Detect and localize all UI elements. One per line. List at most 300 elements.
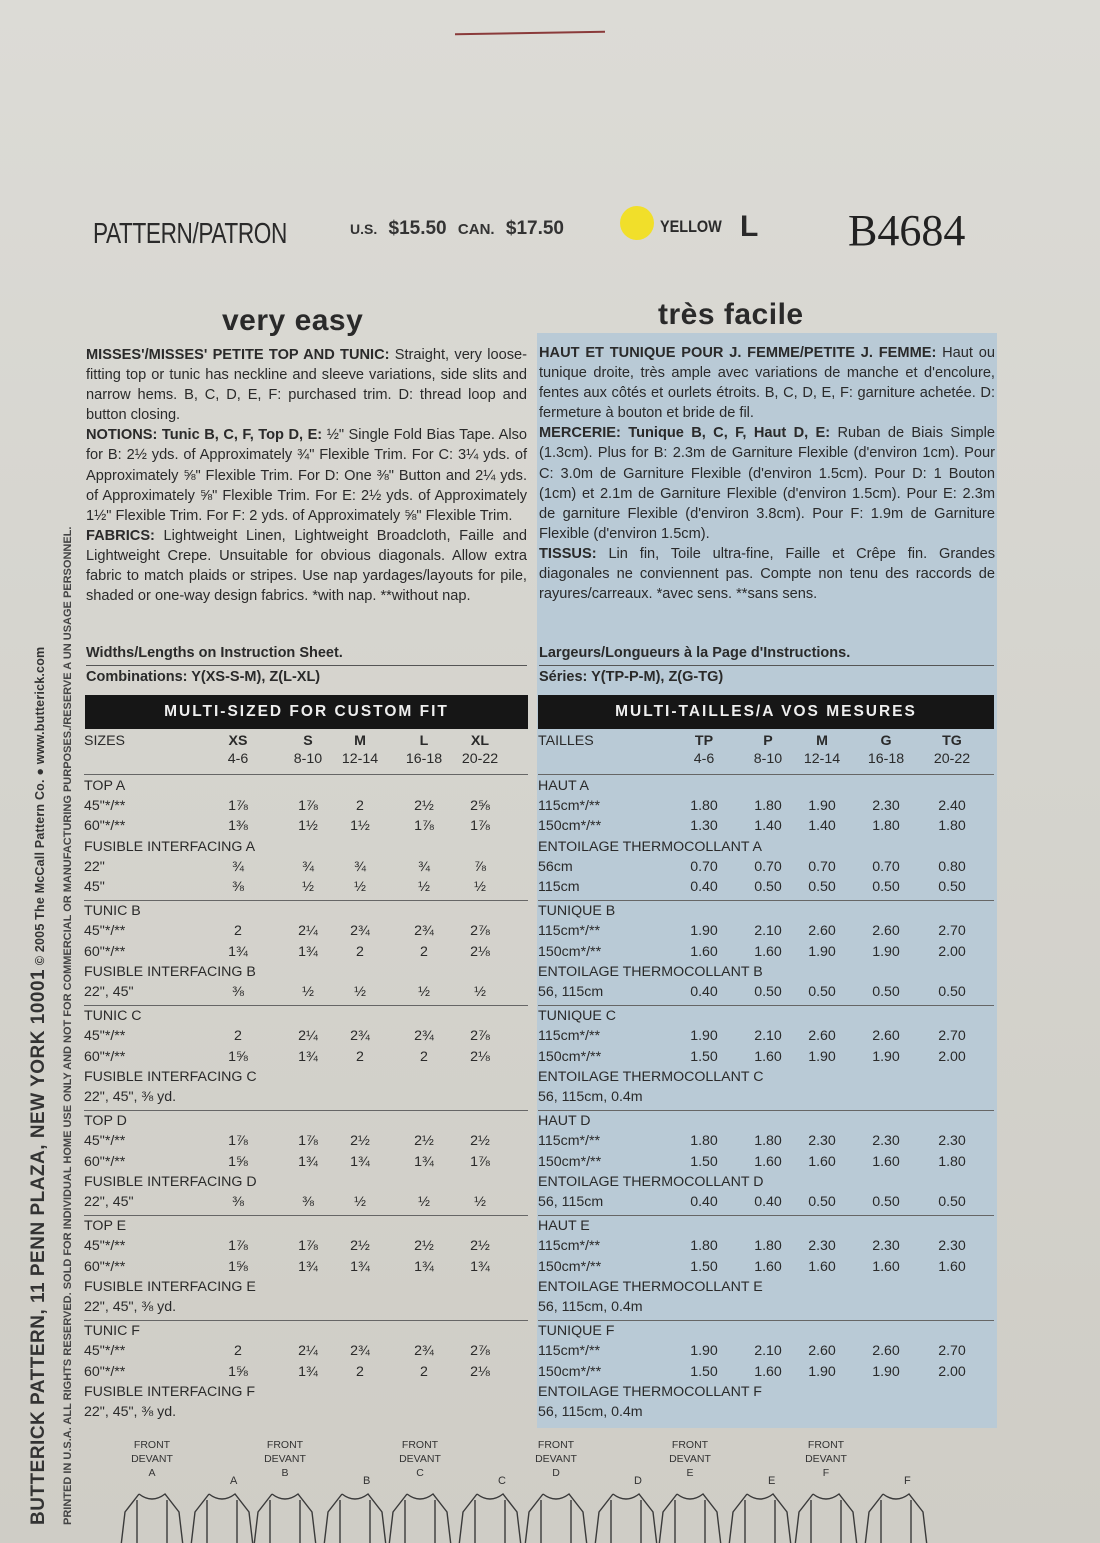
row-label: 22", 45", ⅜ yd. — [84, 1089, 177, 1105]
row-label: ENTOILAGE THERMOCOLLANT D — [538, 1173, 764, 1190]
can-label: CAN. — [457, 221, 495, 238]
size-name: G — [880, 733, 892, 749]
yardage-value: 1.90 — [872, 1363, 900, 1380]
yardage-value: 1¾ — [414, 1153, 434, 1170]
row-label: FUSIBLE INTERFACING C — [84, 1068, 257, 1085]
yardage-value: 0.40 — [754, 1194, 782, 1210]
row-label: 60"*/** — [84, 818, 126, 835]
yardage-value: 1⅞ — [298, 798, 318, 815]
yardage-value: 1.60 — [872, 1153, 900, 1170]
yardage-value: 1.90 — [808, 1363, 836, 1380]
yardage-value: 1.80 — [754, 1133, 782, 1150]
front-label: FRONT — [401, 1439, 439, 1451]
front-label: FRONT — [537, 1439, 575, 1451]
front-garment-icon — [655, 1490, 725, 1543]
yardage-value: 2.30 — [872, 1133, 900, 1150]
row-label: 115cm*/** — [538, 798, 601, 815]
divider — [84, 1005, 528, 1006]
view-letter: C — [416, 1467, 424, 1479]
yardage-value: 1⅝ — [228, 1363, 248, 1380]
publisher-sidebar — [28, 647, 50, 1525]
yardage-value: 2⅞ — [470, 1028, 490, 1045]
front-garment-icon — [117, 1490, 187, 1543]
front-label: FRONT — [807, 1439, 845, 1451]
divider — [84, 1320, 528, 1321]
row-label: ENTOILAGE THERMOCOLLANT A — [538, 838, 762, 855]
yardage-value: 1.80 — [938, 1153, 966, 1170]
yardage-value: 1⅝ — [228, 1048, 248, 1065]
yardage-value: 2.30 — [938, 1133, 966, 1150]
devant-label: DEVANT — [399, 1453, 441, 1465]
row-label: FUSIBLE INTERFACING E — [84, 1278, 256, 1295]
desc-label-en: MISSES'/MISSES' PETITE TOP AND TUNIC: — [86, 347, 390, 363]
yardage-value: ¾ — [302, 858, 314, 875]
yardage-value: ⅜ — [302, 1194, 314, 1210]
notions-text-fr: Ruban de Biais Simple (1.3cm). Plus for B: 2.3m de Garniture Flexible (d'environ 1cm). Pour C: 3.0m de Garniture Flexible (d'environ 1.5cm). Pour D: 1 Bouton (1cm) et 2.1m de Garniture Flexible (d'environ 1.5cm). Pour E: 2.3m de garniture Flexible (d'environ 3.8cm). Pour F: 1.9m de Garniture Flexible (d'environ 1.5cm). — [539, 425, 996, 542]
pattern-number: B4684 — [848, 206, 966, 255]
yardage-value: 1⅝ — [228, 1258, 248, 1275]
back-garment-icon — [320, 1490, 390, 1543]
yardage-value: 2¾ — [414, 1028, 434, 1045]
color-name: YELLOW — [660, 217, 722, 236]
size-range: 16-18 — [405, 751, 443, 767]
row-label: TUNIQUE C — [538, 1008, 617, 1025]
yardage-value: 1.60 — [690, 943, 718, 960]
row-label: 45"*/** — [84, 923, 126, 940]
devant-label: DEVANT — [264, 1453, 306, 1465]
yardage-value: 1.60 — [754, 1153, 782, 1170]
description-fr — [539, 343, 995, 604]
yardage-value: ¾ — [354, 858, 366, 875]
combinations-fr: Séries: Y(TP-P-M), Z(G-TG) — [539, 669, 724, 685]
yardage-value: ¾ — [232, 858, 244, 875]
back-garment-icon — [861, 1490, 931, 1543]
size-letter: L — [740, 210, 759, 243]
row-label: 150cm*/** — [538, 1153, 602, 1170]
view-label — [526, 1438, 586, 1480]
bullet: ● — [33, 764, 47, 776]
yardage-value: 1.80 — [754, 1238, 782, 1255]
desc-label-fr: HAUT ET TUNIQUE POUR J. FEMME/PETITE J. FEMME: — [539, 345, 937, 361]
divider — [86, 665, 527, 666]
size-range: 16-18 — [867, 751, 905, 767]
row-label: 45"*/** — [84, 1238, 126, 1255]
row-label: FUSIBLE INTERFACING B — [84, 963, 256, 980]
size-name: XS — [228, 733, 248, 749]
row-label: 45" — [84, 879, 105, 895]
notions-label-en: NOTIONS: Tunic B, C, F, Top D, E: — [86, 427, 323, 444]
row-label: 150cm*/** — [538, 1258, 602, 1275]
devant-label: DEVANT — [535, 1453, 577, 1465]
yardage-value: 2 — [234, 1028, 242, 1045]
row-label: 45"*/** — [84, 1028, 126, 1045]
yardage-value: 2.60 — [872, 1343, 900, 1360]
yardage-value: 0.40 — [690, 984, 718, 1000]
size-range: 20-22 — [461, 751, 499, 767]
row-label: 56, 115cm — [538, 984, 604, 1000]
yardage-value: 2½ — [350, 1238, 370, 1255]
yardage-value: ½ — [302, 879, 314, 895]
yardage-value: 0.50 — [872, 1194, 900, 1210]
row-label: ENTOILAGE THERMOCOLLANT F — [538, 1383, 762, 1400]
yardage-value: 1.50 — [690, 1363, 718, 1380]
yardage-value: 2⅞ — [470, 1343, 490, 1360]
yardage-value: 2.70 — [938, 1343, 966, 1360]
yardage-value: 2.00 — [938, 943, 966, 960]
row-label: ENTOILAGE THERMOCOLLANT E — [538, 1278, 763, 1295]
yardage-value: 1.90 — [690, 923, 718, 940]
usage-notice: PRINTED IN U.S.A. ALL RIGHTS RESERVED. SOLD FOR INDIVIDUAL HOME USE ONLY AND NOT FOR COMMERCIAL OR MANUFACTURING PURPOSES./RESERVE A UN USAGE PERSONNEL. — [62, 526, 74, 1525]
yardage-value: ⅜ — [232, 1194, 244, 1210]
yardage-value: 2.60 — [808, 923, 836, 940]
yardage-value: 2 — [234, 1343, 242, 1360]
row-label: ENTOILAGE THERMOCOLLANT C — [538, 1068, 764, 1085]
yardage-value: 1.80 — [938, 818, 966, 835]
size-bar-fr: MULTI-TAILLES/A VOS MESURES — [538, 695, 994, 729]
back-view-letter: F — [904, 1475, 911, 1487]
row-label: TOP E — [84, 1218, 127, 1235]
devant-label: DEVANT — [805, 1453, 847, 1465]
yardage-value: 1¾ — [228, 943, 248, 960]
yardage-value: 1⅞ — [470, 1153, 490, 1170]
size-name: S — [303, 733, 313, 749]
row-label: TUNIC B — [84, 903, 141, 920]
yardage-value: 2½ — [470, 1238, 490, 1255]
yardage-value: 1.80 — [872, 818, 900, 835]
yardage-value: ½ — [474, 879, 486, 895]
view-label — [660, 1438, 720, 1480]
pen-mark — [455, 31, 605, 36]
sizes-label: TAILLES — [538, 733, 594, 749]
yardage-value: 1.60 — [808, 1258, 836, 1275]
yellow-dot-icon — [620, 206, 654, 240]
yardage-value: 2¾ — [350, 923, 370, 940]
row-label: 56, 115cm, 0.4m — [538, 1404, 643, 1420]
yardage-value: ½ — [354, 1194, 366, 1210]
row-label: 56, 115cm, 0.4m — [538, 1089, 643, 1105]
yardage-value: 2.70 — [938, 923, 966, 940]
size-range: 12-14 — [803, 751, 841, 767]
row-label: 60"*/** — [84, 1048, 126, 1065]
row-label: 45"*/** — [84, 1343, 126, 1360]
yardage-value: 2.30 — [872, 798, 900, 815]
front-label: FRONT — [133, 1439, 171, 1451]
yardage-value: ½ — [474, 984, 486, 1000]
divider — [538, 774, 994, 775]
row-label: 60"*/** — [84, 1153, 126, 1170]
widths-note-en: Widths/Lengths on Instruction Sheet. — [86, 645, 343, 661]
view-label — [796, 1438, 856, 1480]
fabrics-text-fr: Lin fin, Toile ultra-fine, Faille et Crêpe fin. Grandes diagonales ne conviennent pas. Compte non tenu des raccords de rayures/carreaux. *avec sens. **sans sens. — [539, 545, 995, 603]
publisher-address: BUTTERICK PATTERN, 11 PENN PLAZA, NEW YORK 10001 — [28, 968, 49, 1525]
yardage-value: 1¾ — [470, 1258, 490, 1275]
row-label: 115cm*/** — [538, 1343, 601, 1360]
yardage-value: 1½ — [298, 818, 318, 835]
yardage-value: 1¾ — [350, 1258, 370, 1275]
row-label: 22", 45" — [84, 984, 134, 1000]
yardage-value: 2¼ — [298, 1028, 318, 1045]
row-label: TOP A — [84, 778, 126, 794]
yardage-value: ½ — [474, 1194, 486, 1210]
yardage-value: 2.30 — [808, 1133, 836, 1150]
difficulty-fr: très facile — [658, 298, 804, 331]
yardage-value: 1.90 — [872, 1048, 900, 1065]
yardage-value: 1⅞ — [298, 1238, 318, 1255]
yardage-value: 1⅝ — [228, 1153, 248, 1170]
sizes-label: SIZES — [84, 733, 125, 749]
yardage-value: 0.50 — [754, 984, 782, 1000]
back-view-letter: D — [634, 1475, 642, 1487]
divider — [538, 900, 994, 901]
row-label: 115cm*/** — [538, 1133, 601, 1150]
size-range: 8-10 — [753, 751, 783, 767]
yardage-value: 1.60 — [938, 1258, 966, 1275]
yardage-value: 2 — [356, 798, 364, 815]
size-bar-en: MULTI-SIZED FOR CUSTOM FIT — [85, 695, 528, 729]
yardage-value: 2¼ — [298, 1343, 318, 1360]
yardage-value: 1.40 — [808, 818, 836, 835]
back-garment-icon — [187, 1490, 257, 1543]
combinations-en: Combinations: Y(XS-S-M), Z(L-XL) — [86, 669, 321, 685]
size-name: L — [419, 733, 429, 749]
desc-text-fr: Haut ou tunique droite, très ample avec variations de manche et d'encolure, fentes aux côtés et ourlets étroits. B, C, D, E, F: garniture achetée. D: fermeture à bouton et bride de fil. — [539, 345, 995, 422]
yardage-value: 1.50 — [690, 1258, 718, 1275]
row-label: 45"*/** — [84, 798, 126, 815]
yardage-value: 0.50 — [938, 984, 966, 1000]
row-label: FUSIBLE INTERFACING D — [84, 1173, 257, 1190]
row-label: 22", 45" — [84, 1194, 134, 1210]
yardage-value: 2 — [356, 943, 364, 960]
row-label: 60"*/** — [84, 1363, 126, 1380]
yardage-value: 2.30 — [938, 1238, 966, 1255]
yardage-value: 2⅛ — [470, 943, 490, 960]
row-label: 22" — [84, 858, 105, 875]
yardage-value: 2.10 — [754, 1343, 782, 1360]
front-garment-icon — [791, 1490, 861, 1543]
divider — [538, 1215, 994, 1216]
yardage-value: 1.60 — [754, 943, 782, 960]
row-label: 150cm*/** — [538, 1048, 602, 1065]
yardage-value: 1.90 — [808, 798, 836, 815]
yardage-value: 2¾ — [414, 923, 434, 940]
notions-label-fr: MERCERIE: Tunique B, C, F, Haut D, E: — [539, 425, 831, 442]
yardage-value: 1.60 — [754, 1048, 782, 1065]
yardage-value: ½ — [418, 1194, 430, 1210]
back-garment-icon — [591, 1490, 661, 1543]
yardage-value: 1.80 — [690, 798, 718, 815]
yardage-value: 1½ — [350, 818, 370, 835]
view-label — [390, 1438, 450, 1480]
yardage-value: 0.70 — [808, 858, 836, 875]
yardage-value: 1⅞ — [228, 798, 248, 815]
yardage-value: 1⅞ — [414, 818, 434, 835]
view-letter: A — [148, 1467, 156, 1479]
yardage-value: 2⅞ — [470, 923, 490, 940]
size-name: P — [763, 733, 773, 749]
yardage-value: 2½ — [414, 1238, 434, 1255]
yardage-value: 1.90 — [872, 943, 900, 960]
yardage-value: 2¾ — [350, 1028, 370, 1045]
divider — [84, 1215, 528, 1216]
front-garment-icon — [250, 1490, 320, 1543]
row-label: 56, 115cm — [538, 1194, 604, 1210]
row-label: 60"*/** — [84, 943, 126, 960]
yardage-value: 2 — [420, 1048, 428, 1065]
yardage-value: ⅞ — [474, 858, 486, 875]
yardage-value: 0.50 — [808, 879, 836, 895]
yardage-value: ⅜ — [232, 984, 244, 1000]
yardage-value: 2 — [234, 923, 242, 940]
row-label: 45"*/** — [84, 1133, 126, 1150]
yardage-value: 2½ — [414, 1133, 434, 1150]
back-view-letter: B — [363, 1475, 371, 1487]
yardage-value: 1.90 — [808, 1048, 836, 1065]
row-label: 150cm*/** — [538, 818, 602, 835]
pattern-label: PATTERN/PATRON — [93, 218, 287, 250]
size-name: XL — [470, 733, 490, 749]
yardage-value: 2¼ — [298, 923, 318, 940]
price-block — [350, 218, 570, 240]
yardage-value: 1¾ — [298, 1363, 318, 1380]
front-garment-icon — [521, 1490, 591, 1543]
size-name: M — [354, 733, 366, 749]
yardage-value: 1.60 — [872, 1258, 900, 1275]
yardage-value: 2.00 — [938, 1363, 966, 1380]
devant-label: DEVANT — [131, 1453, 173, 1465]
yardage-value: ⅜ — [232, 879, 244, 895]
yardage-value: 2 — [356, 1048, 364, 1065]
yardage-value: 2½ — [350, 1133, 370, 1150]
us-label: U.S. — [350, 221, 378, 237]
row-label: 115cm*/** — [538, 1238, 601, 1255]
yardage-value: 0.70 — [690, 858, 718, 875]
yardage-value: 2.30 — [808, 1238, 836, 1255]
row-label: FUSIBLE INTERFACING F — [84, 1383, 256, 1400]
yardage-value: 1.60 — [754, 1363, 782, 1380]
row-label: 150cm*/** — [538, 943, 602, 960]
row-label: 115cm*/** — [538, 923, 601, 940]
view-letter: F — [822, 1467, 830, 1479]
yardage-table-en — [84, 733, 528, 1433]
yardage-value: 2.60 — [872, 923, 900, 940]
row-label: 115cm — [538, 879, 580, 895]
row-label: HAUT E — [538, 1218, 590, 1235]
size-range: 4-6 — [693, 751, 715, 767]
yardage-value: 2.60 — [872, 1028, 900, 1045]
row-label: 115cm*/** — [538, 1028, 601, 1045]
divider — [538, 1110, 994, 1111]
front-garment-icon — [385, 1490, 455, 1543]
divider — [84, 900, 528, 901]
yardage-value: 2½ — [470, 1133, 490, 1150]
widths-note-fr: Largeurs/Longueurs à la Page d'Instructions. — [539, 645, 851, 661]
yardage-value: 1¾ — [298, 1153, 318, 1170]
divider — [538, 1005, 994, 1006]
view-letter: D — [552, 1467, 560, 1479]
description-en — [86, 345, 527, 606]
yardage-value: 1.90 — [808, 943, 836, 960]
yardage-value: ½ — [354, 984, 366, 1000]
yardage-value: 0.50 — [872, 984, 900, 1000]
yardage-value: ½ — [354, 879, 366, 895]
row-label: HAUT A — [538, 778, 589, 794]
size-range: 20-22 — [933, 751, 971, 767]
back-view-letter: E — [768, 1475, 776, 1487]
yardage-value: 1⅞ — [228, 1133, 248, 1150]
yardage-value: 1.40 — [754, 818, 782, 835]
yardage-value: 2.00 — [938, 1048, 966, 1065]
view-letter: E — [686, 1467, 694, 1479]
yardage-value: 1⅞ — [470, 818, 490, 835]
yardage-value: 1.60 — [754, 1258, 782, 1275]
yardage-value: ¾ — [418, 858, 430, 875]
divider — [539, 665, 994, 666]
row-label: TUNIC F — [84, 1323, 140, 1340]
yardage-value: 2.60 — [808, 1028, 836, 1045]
yardage-value: 2 — [356, 1363, 364, 1380]
yardage-value: ½ — [418, 984, 430, 1000]
fabrics-label-en: FABRICS: — [86, 527, 155, 544]
row-label: 60"*/** — [84, 1258, 126, 1275]
difficulty-en: very easy — [222, 304, 364, 337]
row-label: FUSIBLE INTERFACING A — [84, 838, 256, 855]
back-view-letter: C — [498, 1475, 506, 1487]
size-range: 4-6 — [227, 751, 249, 767]
yardage-value: 1.50 — [690, 1048, 718, 1065]
can-price: $17.50 — [505, 218, 564, 239]
yardage-value: 2 — [420, 943, 428, 960]
row-label: TOP D — [84, 1113, 127, 1130]
divider — [538, 1320, 994, 1321]
yardage-value: 2 — [420, 1363, 428, 1380]
yardage-value: 1¾ — [350, 1153, 370, 1170]
yardage-value: 1¾ — [414, 1258, 434, 1275]
devant-label: DEVANT — [669, 1453, 711, 1465]
yardage-value: 1⅞ — [228, 1238, 248, 1255]
yardage-value: 2½ — [414, 798, 434, 815]
yardage-value: 0.40 — [690, 1194, 718, 1210]
row-label: 22", 45", ⅜ yd. — [84, 1404, 177, 1420]
copyright: © 2005 The McCall Pattern Co. — [33, 779, 47, 966]
yardage-value: 1.30 — [690, 818, 718, 835]
desc-text-en: Straight, very loose-fitting top or tunic has neckline and sleeve variations, side slits and narrow hems. B, C, D, E, F: purchased trim. D: thread loop and button closing. — [86, 347, 527, 424]
yardage-value: 2.30 — [872, 1238, 900, 1255]
divider — [84, 774, 528, 775]
us-price: $15.50 — [388, 218, 447, 239]
row-label: TUNIC C — [84, 1008, 142, 1025]
row-label: TUNIQUE B — [538, 903, 616, 920]
row-label: ENTOILAGE THERMOCOLLANT B — [538, 963, 763, 980]
front-label: FRONT — [266, 1439, 304, 1451]
row-label: TUNIQUE F — [538, 1323, 615, 1340]
size-range: 12-14 — [341, 751, 379, 767]
yardage-value: 2.10 — [754, 923, 782, 940]
row-label: 22", 45", ⅜ yd. — [84, 1299, 177, 1315]
yardage-value: 0.50 — [808, 984, 836, 1000]
view-letter: B — [281, 1467, 289, 1479]
yardage-value: 1¾ — [298, 1048, 318, 1065]
yardage-value: 2¾ — [414, 1343, 434, 1360]
yardage-value: 0.80 — [938, 858, 966, 875]
size-range: 8-10 — [293, 751, 323, 767]
notions-text-en: ½" Single Fold Bias Tape. Also for B: 2½ yds. of Approximately ¾" Flexible Trim. For C: 3¼ yds. of Approximately ⅝" Flexible Trim. For D: One ⅜" Button and 2¼ yds. of Approximately ⅝" Flexible Trim. For E: 2½ yds. of Approximately 1½" Flexible Trim. For F: 2 yds. of Approximately ⅝" Flexible Trim. — [86, 427, 527, 524]
yardage-value: 2.10 — [754, 1028, 782, 1045]
yardage-value: 0.50 — [872, 879, 900, 895]
row-label: 150cm*/** — [538, 1363, 602, 1380]
size-name: TG — [942, 733, 962, 749]
back-view-letter: A — [230, 1475, 238, 1487]
website: www.butterick.com — [33, 646, 47, 765]
